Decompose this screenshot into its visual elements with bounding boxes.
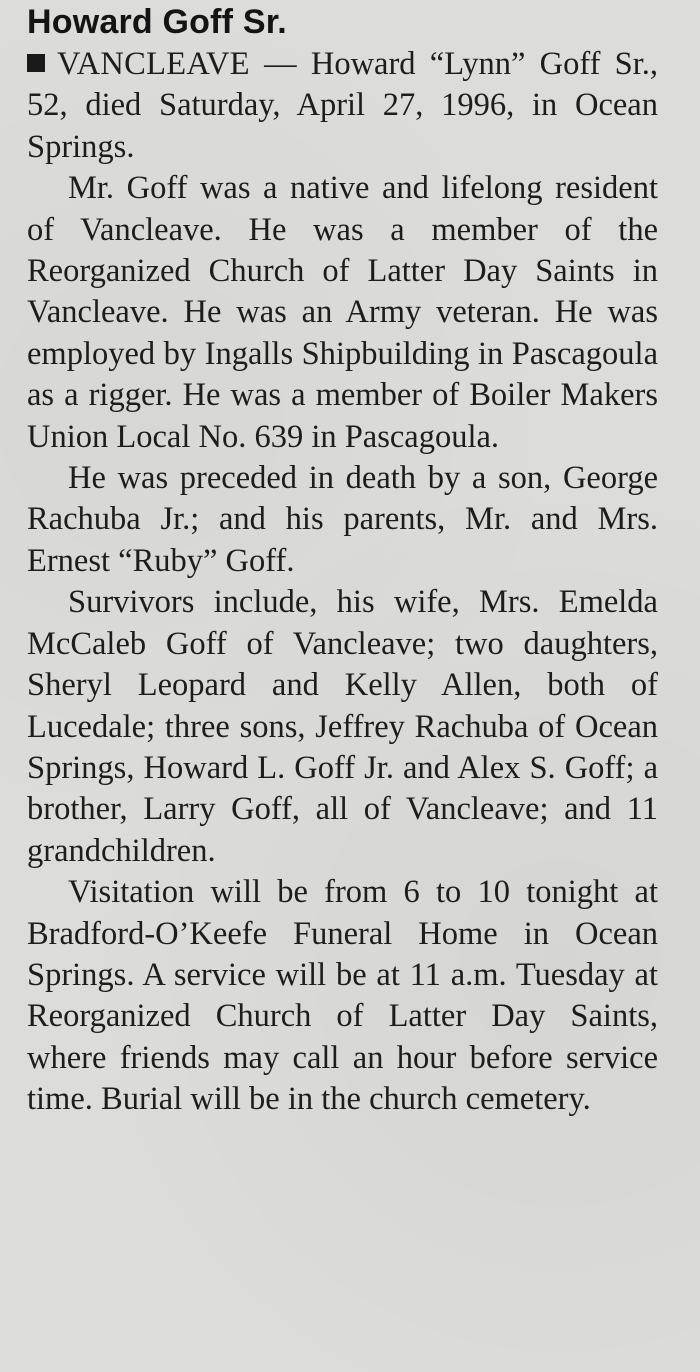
obituary-body: [27, 44, 658, 1121]
lead-paragraph: [27, 44, 658, 168]
square-bullet-icon: [27, 54, 45, 72]
biography-paragraph: Mr. Goff was a native and lifelong resident of Vancleave. He was a member of the Reorganized Church of Latter Day Saints in Vancleave. He was an Army veteran. He was employed by Ingalls Shipbuilding in Pascagoula as a rigger. He was a member of Boiler Makers Union Local No. 639 in Pascagoula.: [27, 170, 658, 455]
services-paragraph: Visitation will be from 6 to 10 tonight at Bradford-O’Keefe Funeral Home in Ocean Springs. A service will be at 11 a.m. Tuesday at Reorganized Church of Latter Day Saints, where friends may call an hour before service time. Burial will be in the church cemetery.: [27, 874, 658, 1118]
obituary-headline: Howard Goff Sr.: [27, 3, 287, 41]
dateline: VANCLEAVE: [57, 46, 250, 82]
preceded-paragraph: He was preceded in death by a son, George Rachuba Jr.; and his parents, Mr. and Mrs. Ernest “Ruby” Goff.: [27, 460, 658, 579]
survivors-paragraph: Survivors include, his wife, Mrs. Emelda McCaleb Goff of Vancleave; two daughters, Sheryl Leopard and Kelly Allen, both of Lucedale; three sons, Jeffrey Rachuba of Ocean Springs, Howard L. Goff Jr. and Alex S. Goff; a brother, Larry Goff, all of Vancleave; and 11 grandchildren.: [27, 584, 658, 869]
lead-text: — Howard “Lynn” Goff Sr., 52, died Saturday, April 27, 1996, in Ocean Springs.: [27, 46, 658, 165]
